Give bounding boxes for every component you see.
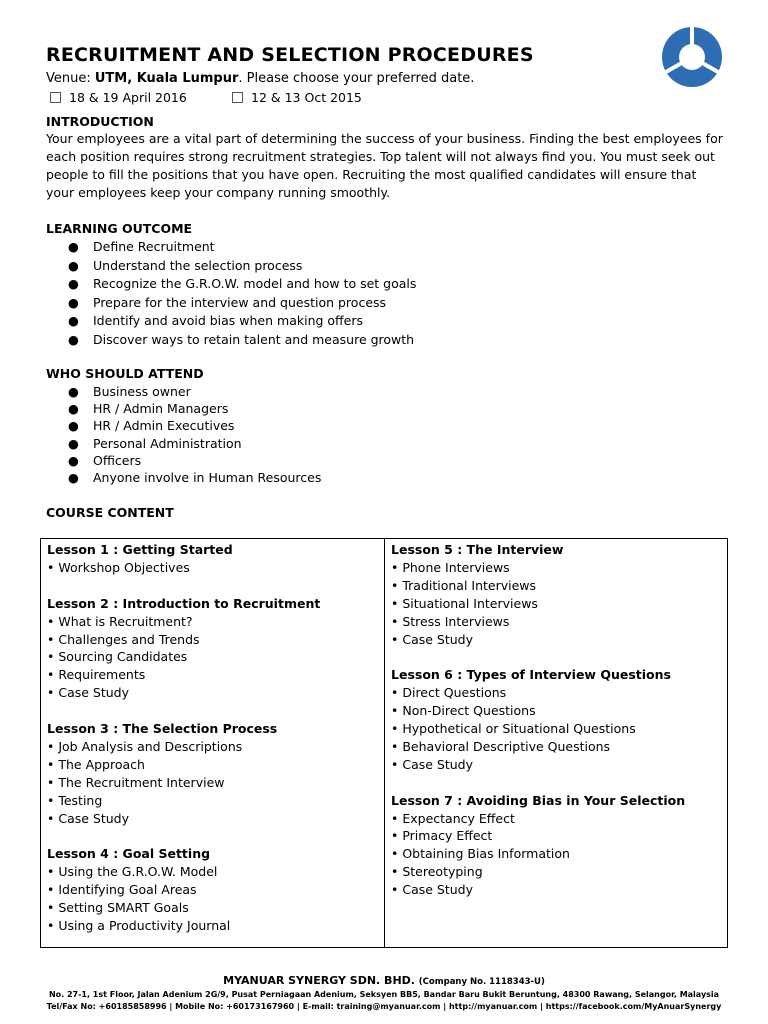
list-item-text: HR / Admin Executives: [93, 418, 235, 434]
lesson-title: Lesson 1 : Getting Started: [47, 542, 233, 557]
venue-line: [46, 71, 474, 86]
checkbox-icon[interactable]: [50, 92, 61, 103]
course-column-right: [385, 539, 727, 947]
lesson-topic: • Primacy Effect: [391, 828, 493, 844]
list-item-text: Define Recruitment: [93, 239, 215, 254]
list-item-text: Identify and avoid bias when making offers: [93, 313, 364, 329]
list-item: [68, 257, 416, 276]
list-item: [68, 294, 416, 313]
list-item: [68, 469, 321, 486]
lesson-topic: • Stereotyping: [391, 864, 483, 880]
lesson-topic: • Identifying Goal Areas: [47, 882, 197, 898]
lesson-topic: • Non-Direct Questions: [391, 703, 536, 719]
lesson-topic: • Case Study: [47, 810, 130, 826]
lesson-topic: • The Recruitment Interview: [47, 774, 225, 790]
lesson-topic: • Using a Productivity Journal: [47, 917, 231, 933]
bullet-icon: ●: [68, 276, 79, 292]
list-item-text: Anyone involve in Human Resources: [93, 470, 322, 486]
venue-value: UTM, Kuala Lumpur: [94, 71, 239, 86]
introduction-heading: INTRODUCTION: [46, 114, 154, 129]
venue-suffix: . Please choose your preferred date.: [238, 71, 475, 86]
checkbox-icon[interactable]: [232, 92, 243, 103]
list-item-text: Discover ways to retain talent and measure growth: [93, 331, 415, 347]
lesson-topic: • Behavioral Descriptive Questions: [391, 738, 611, 754]
lesson-topic: • The Approach: [47, 756, 145, 772]
lesson-topic: • Job Analysis and Descriptions: [47, 738, 243, 754]
list-item-text: Business owner: [93, 384, 191, 399]
bullet-icon: ●: [68, 401, 79, 417]
lesson-topic: • Sourcing Candidates: [47, 649, 188, 665]
list-item: [68, 312, 416, 331]
list-item: [68, 275, 416, 294]
who-should-attend-heading: WHO SHOULD ATTEND: [46, 366, 204, 381]
lesson-topic: • Case Study: [47, 685, 130, 701]
lesson-topic: • What is Recruitment?: [47, 613, 193, 629]
list-item: [68, 435, 321, 452]
lesson-title: Lesson 6 : Types of Interview Questions: [391, 667, 671, 683]
course-content-heading: COURSE CONTENT: [46, 505, 174, 520]
date-option-2[interactable]: [232, 90, 362, 105]
lesson-topic: • Case Study: [391, 882, 474, 898]
lesson-topic: • Hypothetical or Situational Questions: [391, 721, 636, 737]
lesson-topic: • Case Study: [391, 756, 474, 772]
learning-outcome-list: [68, 238, 416, 350]
lesson-topic: • Case Study: [391, 631, 474, 647]
bullet-icon: ●: [68, 294, 79, 310]
lesson-topic: • Phone Interviews: [391, 559, 510, 575]
bullet-icon: ●: [68, 435, 79, 451]
lesson-title: Lesson 3 : The Selection Process: [47, 721, 278, 737]
list-item: [68, 452, 321, 469]
venue-label: Venue:: [46, 71, 95, 86]
who-should-attend-list: [68, 383, 321, 486]
list-item-text: Personal Administration: [93, 435, 242, 451]
bullet-icon: ●: [68, 239, 79, 254]
lesson-topic: • Testing: [47, 792, 103, 808]
list-item: [68, 383, 321, 400]
company-name: MYANUAR SYNERGY SDN. BHD.: [223, 974, 415, 987]
page-title: RECRUITMENT AND SELECTION PROCEDURES: [46, 44, 534, 66]
list-item-text: Prepare for the interview and question process: [93, 294, 387, 310]
list-item-text: Understand the selection process: [93, 257, 303, 273]
bullet-icon: ●: [68, 418, 79, 434]
lesson-title: Lesson 5 : The Interview: [391, 542, 564, 557]
lesson-title: Lesson 2 : Introduction to Recruitment: [47, 595, 321, 611]
circular-arrows-logo-icon: [661, 26, 723, 88]
date-option-1[interactable]: [50, 90, 187, 105]
introduction-text: Your employees are a vital part of determining the success of your business. Finding the best employees for each position requires strong recruitment strategies. Top talent will not always find you. You must seek out people to fill the positions that you have open. Recruiting the most qualified candidates will ensure that your employees keep your company running smoothly.: [46, 131, 723, 200]
list-item: [68, 238, 416, 257]
list-item-text: Recognize the G.R.O.W. model and how to set goals: [93, 276, 417, 292]
lesson-topic: • Setting SMART Goals: [47, 900, 189, 916]
date-option-label: 12 & 13 Oct 2015: [251, 90, 362, 105]
footer-company: [0, 974, 768, 987]
lesson-topic: • Stress Interviews: [391, 613, 510, 629]
bullet-icon: ●: [68, 470, 79, 486]
lesson-topic: • Traditional Interviews: [391, 577, 537, 593]
bullet-icon: ●: [68, 384, 79, 399]
lesson-topic: • Requirements: [47, 667, 146, 683]
lesson-topic: • Using the G.R.O.W. Model: [47, 864, 218, 880]
bullet-icon: ●: [68, 331, 79, 347]
lesson-topic: • Workshop Objectives: [47, 559, 190, 575]
list-item-text: Officers: [93, 452, 142, 468]
lesson-topic: • Expectancy Effect: [391, 810, 515, 826]
lesson-title: Lesson 7 : Avoiding Bias in Your Selection: [391, 792, 686, 808]
course-column-left: [41, 539, 385, 947]
bullet-icon: ●: [68, 452, 79, 468]
course-content-table: [40, 538, 728, 948]
footer-address: No. 27-1, 1st Floor, Jalan Adenium 2G/9, Pusat Perniagaan Adenium, Seksyen BB5, Bandar Baru Bukit Beruntung, 48300 Rawang, Selangor, Malaysia: [48, 990, 720, 999]
bullet-icon: ●: [68, 313, 79, 329]
list-item: [68, 417, 321, 434]
lesson-topic: • Obtaining Bias Information: [391, 846, 570, 862]
date-option-label: 18 & 19 April 2016: [69, 90, 187, 105]
company-number: (Company No. 1118343-U): [418, 977, 545, 987]
learning-outcome-heading: LEARNING OUTCOME: [46, 221, 193, 236]
list-item: [68, 400, 321, 417]
bullet-icon: ●: [68, 257, 79, 273]
lesson-title: Lesson 4 : Goal Setting: [47, 846, 211, 862]
list-item: [68, 331, 416, 350]
list-item-text: HR / Admin Managers: [93, 401, 229, 417]
footer-contact: Tel/Fax No: +60185858996 | Mobile No: +60173167960 | E-mail: training@myanuar.com | http://myanuar.com | https://facebook.com/MyAnuarSynergy: [46, 1002, 722, 1011]
lesson-topic: • Direct Questions: [391, 685, 507, 701]
lesson-topic: • Situational Interviews: [391, 595, 538, 611]
lesson-topic: • Challenges and Trends: [47, 631, 200, 647]
